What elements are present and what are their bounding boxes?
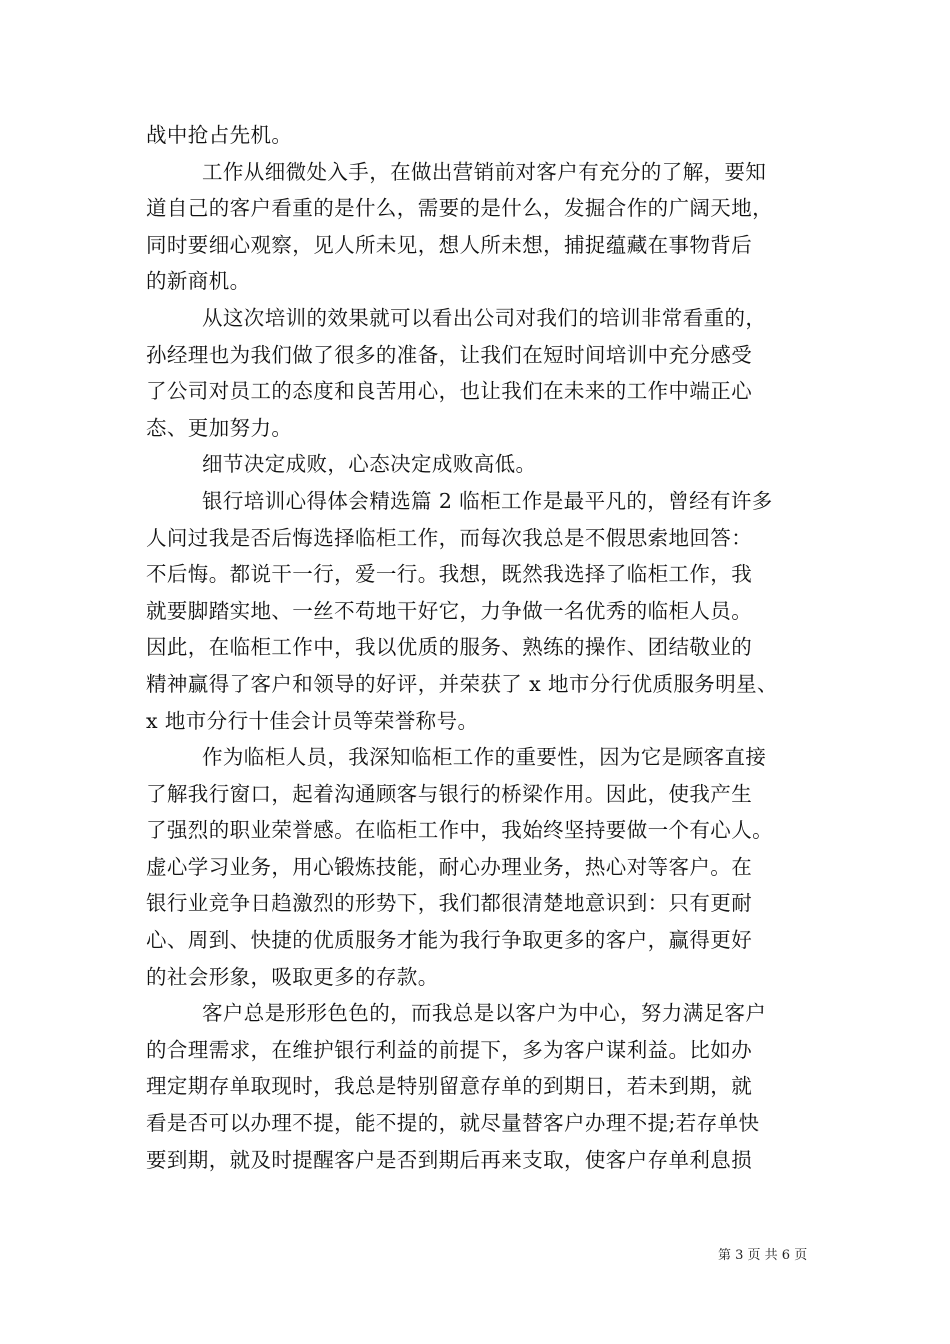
paragraph-first-line: 客户总是形形色色的，而我总是以客户为中心，努力满足客户 <box>202 1001 767 1026</box>
paragraph-first-line: 工作从细微处入手，在做出营销前对客户有充分的了解，要知 <box>202 159 767 184</box>
text-line: 不后悔。都说干一行，爱一行。我想，既然我选择了临柜工作，我 <box>146 562 753 587</box>
text-line: 就要脚踏实地、一丝不苟地干好它，力争做一名优秀的临柜人员。 <box>146 598 753 623</box>
text-line: 了强烈的职业荣誉感。在临柜工作中，我始终坚持要做一个有心人。 <box>146 818 773 843</box>
text-line: 道自己的客户看重的是什么，需要的是什么，发掘合作的广阔天地， <box>146 196 773 221</box>
text-line: 心、周到、快捷的优质服务才能为我行争取更多的客户，赢得更好 <box>146 928 753 953</box>
page-number-footer: 第 3 页 共 6 页 <box>718 1248 808 1263</box>
paragraph-first-line: 细节决定成败，心态决定成败高低。 <box>202 452 537 477</box>
text-line: 人问过我是否后悔选择临柜工作，而每次我总是不假思索地回答： <box>146 525 753 550</box>
text-line: 的新商机。 <box>146 269 251 294</box>
text-line: 银行业竞争日趋激烈的形势下，我们都很清楚地意识到：只有更耐 <box>146 891 753 916</box>
text-line: 同时要细心观察，见人所未见，想人所未想，捕捉蕴藏在事物背后 <box>146 232 753 257</box>
paragraph-first-line: 银行培训心得体会精选篇 2 临柜工作是最平凡的，曾经有许多 <box>202 488 773 513</box>
text-line: 理定期存单取现时，我总是特别留意存单的到期日，若未到期，就 <box>146 1074 753 1099</box>
text-line: 因此，在临柜工作中，我以优质的服务、熟练的操作、团结敬业的 <box>146 635 753 660</box>
text-line: 要到期，就及时提醒客户是否到期后再来支取，使客户存单利息损 <box>146 1147 753 1172</box>
text-line: 孙经理也为我们做了很多的准备，让我们在短时间培训中充分感受 <box>146 342 753 367</box>
text-line: 精神赢得了客户和领导的好评，并荣获了 x 地市分行优质服务明星、 <box>146 671 778 696</box>
text-line: 的社会形象，吸取更多的存款。 <box>146 964 439 989</box>
text-line: 了公司对员工的态度和良苦用心，也让我们在未来的工作中端正心 <box>146 379 753 404</box>
paragraph-first-line: 作为临柜人员，我深知临柜工作的重要性，因为它是顾客直接 <box>202 745 767 770</box>
text-line: 战中抢占先机。 <box>146 123 293 147</box>
text-line: 虚心学习业务，用心锻炼技能，耐心办理业务，热心对等客户。在 <box>146 854 753 879</box>
text-line: 看是否可以办理不提，能不提的，就尽量替客户办理不提;若存单快 <box>146 1111 760 1136</box>
document-body <box>146 117 826 1178</box>
text-line: 了解我行窗口，起着沟通顾客与银行的桥梁作用。因此，使我产生 <box>146 781 753 806</box>
paragraph-first-line: 从这次培训的效果就可以看出公司对我们的培训非常看重的， <box>202 305 767 330</box>
text-line: x 地市分行十佳会计员等荣誉称号。 <box>146 708 479 733</box>
text-line: 的合理需求，在维护银行利益的前提下，多为客户谋利益。比如办 <box>146 1037 753 1062</box>
text-line: 态、更加努力。 <box>146 415 293 440</box>
